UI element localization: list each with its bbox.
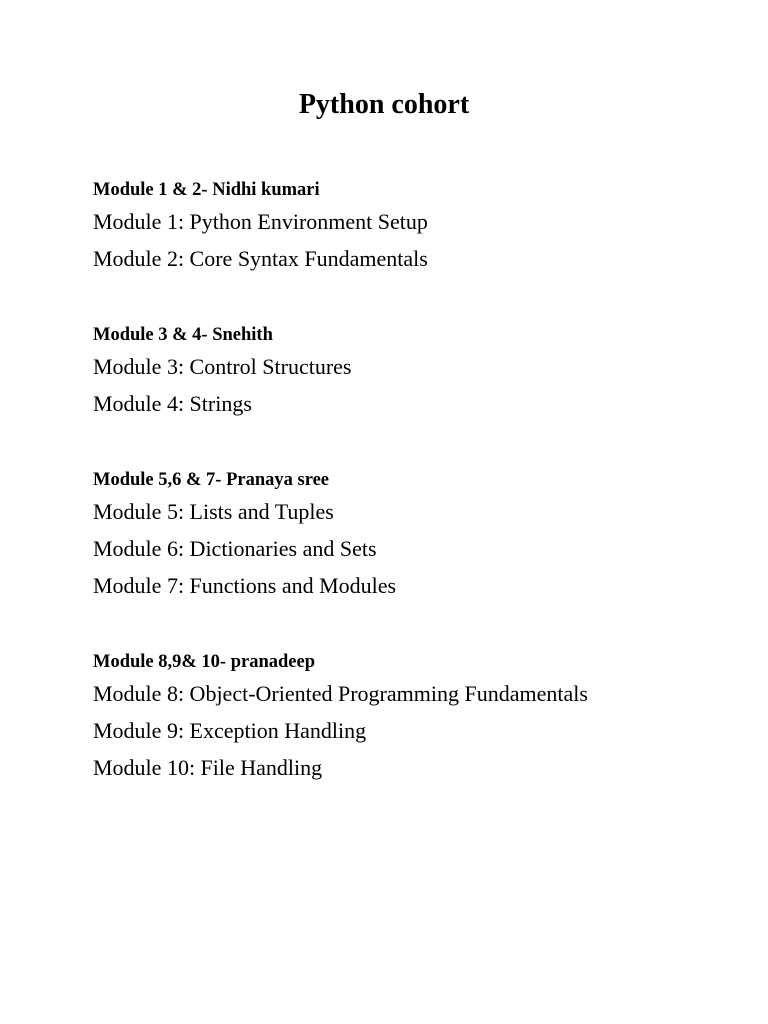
section-module-8-9-10 — [93, 650, 713, 790]
section-heading: Module 8,9& 10- pranadeep — [93, 652, 315, 672]
module-item: Module 1: Python Environment Setup — [93, 209, 428, 234]
module-item: Module 2: Core Syntax Fundamentals — [93, 246, 428, 271]
section-module-1-2 — [93, 178, 713, 281]
section-heading: Module 5,6 & 7- Pranaya sree — [93, 470, 330, 490]
module-list — [93, 679, 713, 790]
module-item: Module 9: Exception Handling — [93, 718, 367, 743]
module-list — [93, 497, 713, 608]
section-module-3-4 — [93, 323, 713, 426]
module-item: Module 3: Control Structures — [93, 354, 352, 379]
module-item: Module 4: Strings — [93, 391, 252, 416]
module-list — [93, 352, 713, 426]
section-heading: Module 1 & 2- Nidhi kumari — [93, 180, 320, 200]
module-item: Module 8: Object-Oriented Programming Fundamentals — [93, 681, 588, 706]
page-title: Python cohort — [298, 89, 470, 120]
module-item: Module 5: Lists and Tuples — [93, 499, 334, 524]
module-item: Module 7: Functions and Modules — [93, 573, 397, 598]
module-item: Module 6: Dictionaries and Sets — [93, 536, 377, 561]
section-heading: Module 3 & 4- Snehith — [93, 325, 273, 345]
module-item: Module 10: File Handling — [93, 755, 323, 780]
section-module-5-6-7 — [93, 468, 713, 608]
module-list — [93, 207, 713, 281]
